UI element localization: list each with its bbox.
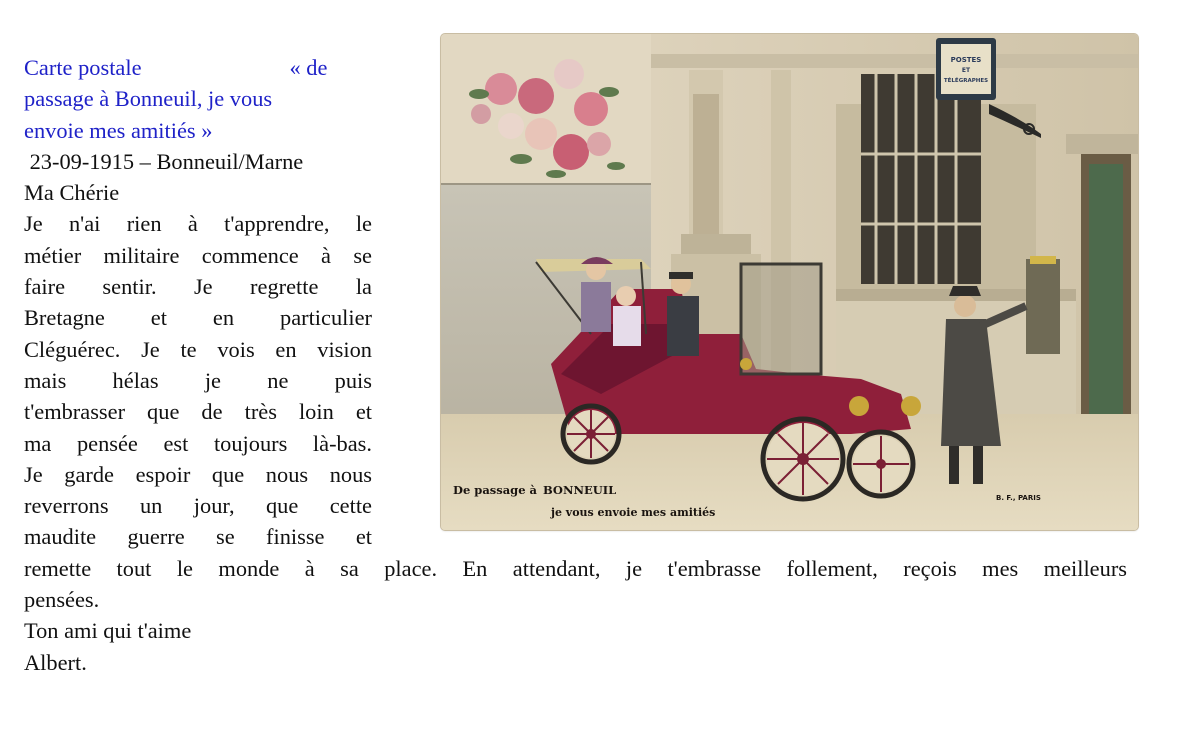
greeting: Ma Chérie: [24, 180, 120, 206]
body-line: Je n'ai rien à t'apprendre, le: [24, 211, 372, 237]
postcard-illustration: [441, 34, 1138, 530]
body-line: remette tout le monde à sa place. En attendant, je t'embrasse follement, reçois mes meilleurs: [24, 555, 1127, 581]
intro-line-2: passage à Bonneuil, je vous: [24, 86, 273, 112]
sign-postes: POSTES: [950, 56, 982, 64]
intro-title: Carte postale: [24, 55, 142, 80]
body-line: ma pensée est toujours là-bas.: [24, 430, 372, 456]
signature: Albert.: [24, 649, 87, 675]
body-line: t'embrasser que de très loin et: [24, 399, 372, 425]
body-line: métier militaire commence à se: [24, 242, 372, 268]
caption-place: BONNEUIL: [543, 483, 617, 497]
body-line: reverrons un jour, que cette: [24, 493, 372, 519]
caption-prefix: De passage à: [453, 483, 537, 497]
mailbox: [1026, 259, 1060, 354]
closing: Ton ami qui t'aime: [24, 618, 192, 644]
body-line: Je garde espoir que nous nous: [24, 461, 372, 487]
body-line: Bretagne et en particulier: [24, 305, 372, 331]
caption-line-2: je vous envoie mes amitiés: [551, 506, 716, 519]
body-line: maudite guerre se finisse et: [24, 524, 372, 550]
body-line: Cléguérec. Je te vois en vision: [24, 336, 372, 362]
body-line: faire sentir. Je regrette la: [24, 274, 372, 300]
caption-line-1: [453, 483, 616, 497]
date-place: 23-09-1915 – Bonneuil/Marne: [24, 148, 304, 174]
publisher-mark: B. F., PARIS: [996, 494, 1041, 502]
sign-telegraphes: TÉLÉGRAPHES: [943, 78, 989, 84]
sign-et: ET: [961, 67, 971, 74]
postcard-image: [441, 34, 1138, 530]
intro-line-3: envoie mes amitiés »: [24, 117, 213, 143]
body-line: mais hélas je ne puis: [24, 367, 372, 393]
intro-quote-start: « de: [289, 55, 328, 80]
body-line: pensées.: [24, 587, 100, 613]
